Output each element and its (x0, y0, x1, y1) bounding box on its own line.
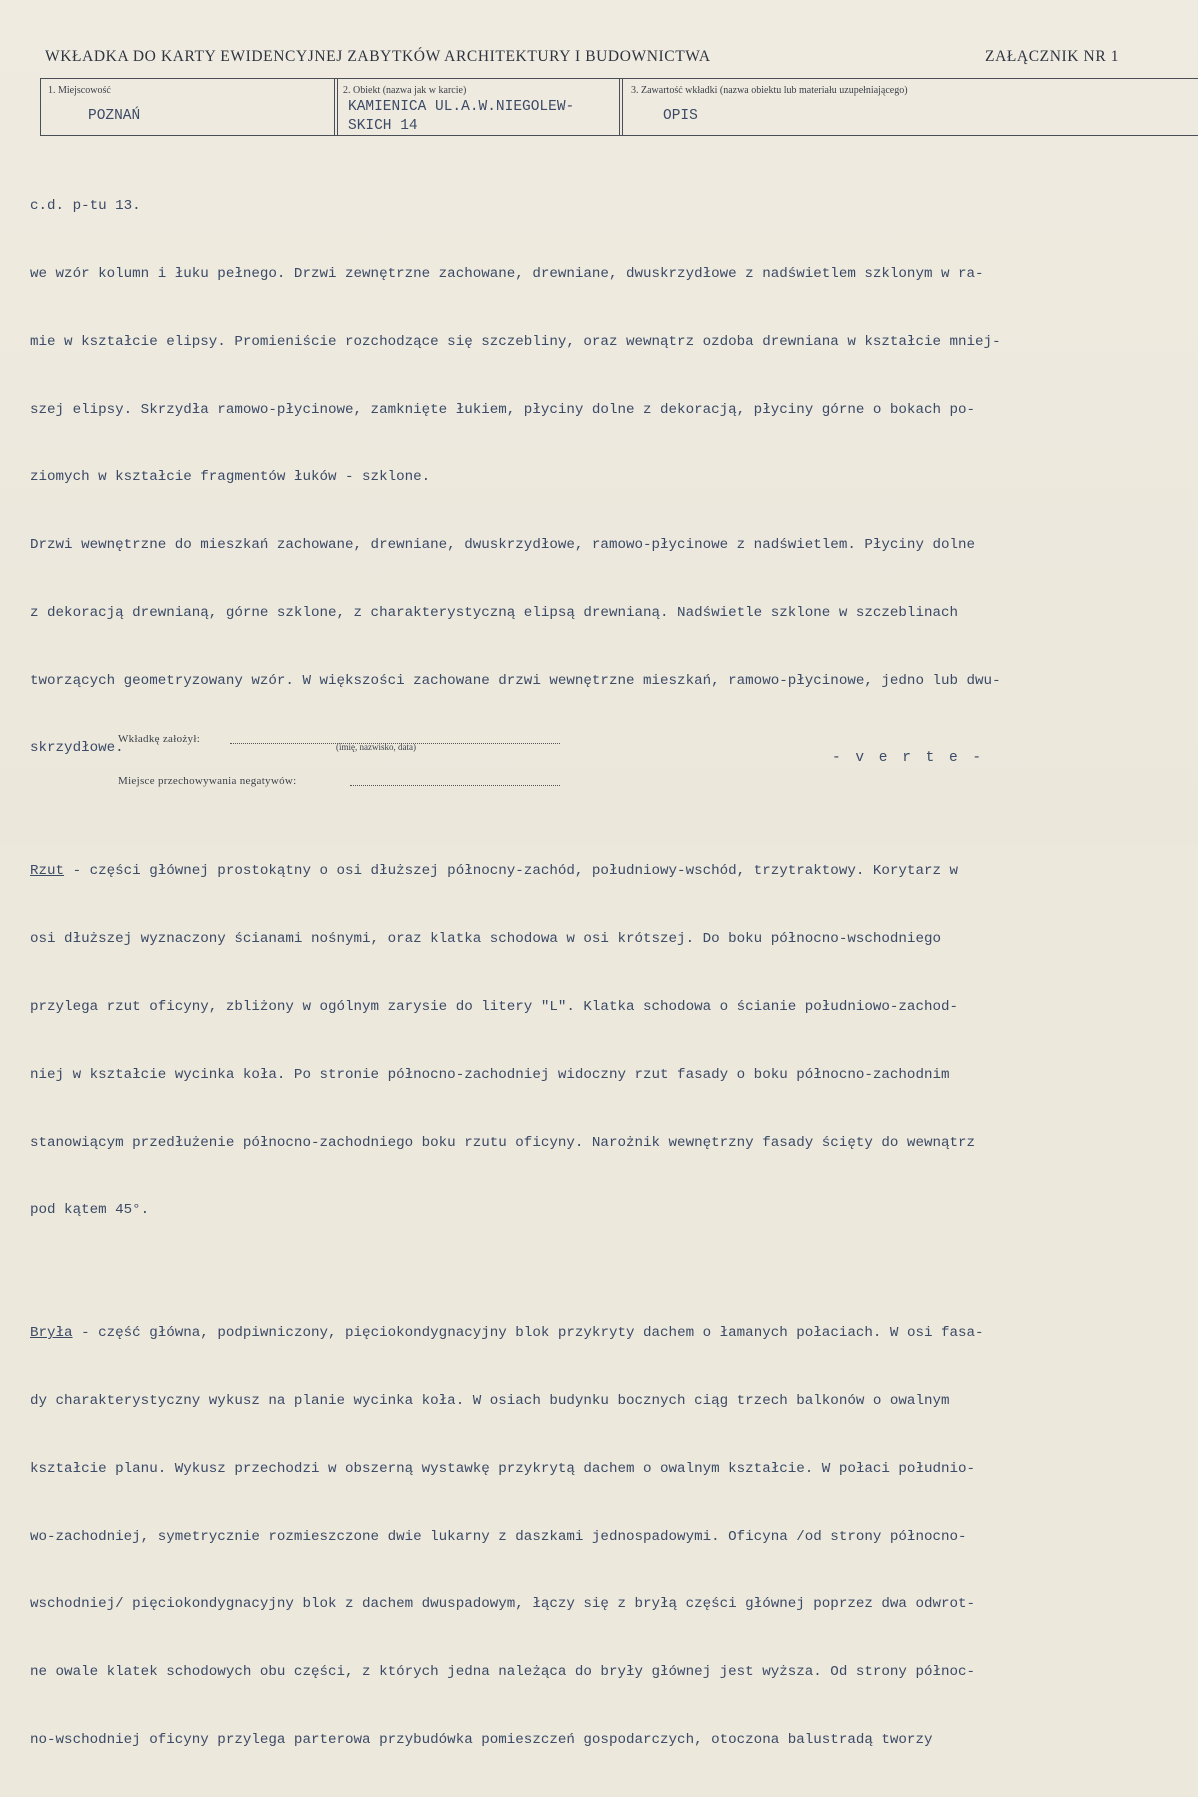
object-label: 2. Obiekt (nazwa jak w karcie) (343, 85, 467, 96)
verte-note: - v e r t e - (832, 750, 985, 766)
author-label: Wkładkę założył: (118, 733, 201, 745)
text-line: ne owale klatek schodowych obu części, z których jedna należąca do bryły głównej jest wyższa. Od strony północ- (30, 1664, 976, 1681)
text-line: szej elipsy. Skrzydła ramowo-płycinowe, zamknięte łukiem, płyciny dolne z dekoracją, płyciny górne o bokach po- (30, 401, 976, 418)
text-line: stanowiącym przedłużenie północno-zachodniego boku rzutu oficyny. Narożnik wewnętrzny fasady ścięty do wewnątrz (30, 1134, 976, 1151)
object-value-line2: SKICH 14 (348, 118, 418, 134)
negatives-label: Miejsce przechowywania negatywów: (118, 775, 297, 787)
text-line: niej w kształcie wycinka koła. Po stronie północno-zachodniej widoczny rzut fasady o boku północno-zachodnim (30, 1066, 950, 1083)
content-label: 3. Zawartość wkładki (nazwa obiektu lub materiału uzupełniającego) (631, 85, 908, 96)
rzut-first-line: Rzut - części głównej prostokątny o osi dłuższej północny-zachód, południowy-wschód, trzytraktowy. Korytarz w (30, 863, 959, 880)
annex-number: ZAŁĄCZNIK NR 1 (985, 48, 1120, 65)
text-line: dy charakterystyczny wykusz na planie wycinka koła. W osiach budynku bocznych ciąg trzech balkonów o owalnym (30, 1393, 950, 1410)
text-line: wo-zachodniej, symetrycznie rozmieszczone dwie lukarny z daszkami jednospadowymi. Oficyna /od strony północno- (30, 1528, 967, 1545)
text-line: no-wschodniej oficyny przylega parterowa przybudówka pomieszczeń gospodarczych, otoczona balustradą tworzy (30, 1731, 933, 1748)
author-sub-label: (imię, nazwisko, data) (336, 742, 416, 752)
text-line: we wzór kolumn i łuku pełnego. Drzwi zewnętrzne zachowane, drewniane, dwuskrzydłowe z nadświetlem szklonym w ra- (30, 265, 984, 282)
text-line: skrzydłowe. (30, 740, 124, 757)
text-line: mie w kształcie elipsy. Promieniście rozchodzące się szczebliny, oraz wewnątrz ozdoba drewniana w kształcie mniej- (30, 333, 1001, 350)
bryla-first-line: Bryła - część główna, podpiwniczony, pięciokondygnacyjny blok przykryty dachem o łamanych połaciach. W osi fasa- (30, 1325, 984, 1342)
text-line: z dekoracją drewnianą, górne szklone, z charakterystyczną elipsą drewnianą. Nadświetle szklone w szczeblinach (30, 604, 959, 621)
document-title: WKŁADKA DO KARTY EWIDENCYJNEJ ZABYTKÓW ARCHITEKTURY I BUDOWNICTWA (45, 48, 711, 65)
text-line: tworzących geometryzowany wzór. W większości zachowane drzwi wewnętrzne mieszkań, ramowo-płycinowe, jedno lub dwu- (30, 672, 1001, 689)
continuation-note: c.d. p-tu 13. (30, 198, 141, 215)
text-line: ziomych w kształcie fragmentów łuków - szklone. (30, 469, 431, 486)
text-line: kształcie planu. Wykusz przechodzi w obszerną wystawkę przykrytą dachem o owalnym kształcie. W połaci południo- (30, 1460, 976, 1477)
rzut-heading: Rzut (30, 863, 65, 880)
text-line: osi dłuższej wyznaczony ścianami nośnymi, oraz klatka schodowa w osi krótszej. Do boku północno-wschodniego (30, 931, 941, 948)
content-value: OPIS (663, 108, 698, 124)
place-value: POZNAŃ (88, 108, 141, 124)
bryla-heading: Bryła (30, 1325, 73, 1342)
field-divider (334, 78, 338, 136)
text-line: pod kątem 45°. (30, 1202, 150, 1219)
text-line: przylega rzut oficyny, zbliżony w ogólnym zarysie do litery "L". Klatka schodowa o ścianie południowo-zachod- (30, 998, 959, 1015)
description-body (30, 150, 1198, 1797)
text-line: wschodniej/ pięciokondygnacyjny blok z dachem dwuspadowym, łączy się z bryłą części głównej poprzez dwa odwrot- (30, 1596, 976, 1613)
negatives-dotted-line (350, 785, 560, 786)
object-value-line1: KAMIENICA UL.A.W.NIEGOLEW- (348, 99, 575, 115)
place-label: 1. Miejscowość (48, 85, 111, 96)
field-divider (619, 78, 623, 136)
text-line: Drzwi wewnętrzne do mieszkań zachowane, drewniane, dwuskrzydłowe, ramowo-płycinowe z nadświetlem. Płyciny dolne (30, 537, 976, 554)
